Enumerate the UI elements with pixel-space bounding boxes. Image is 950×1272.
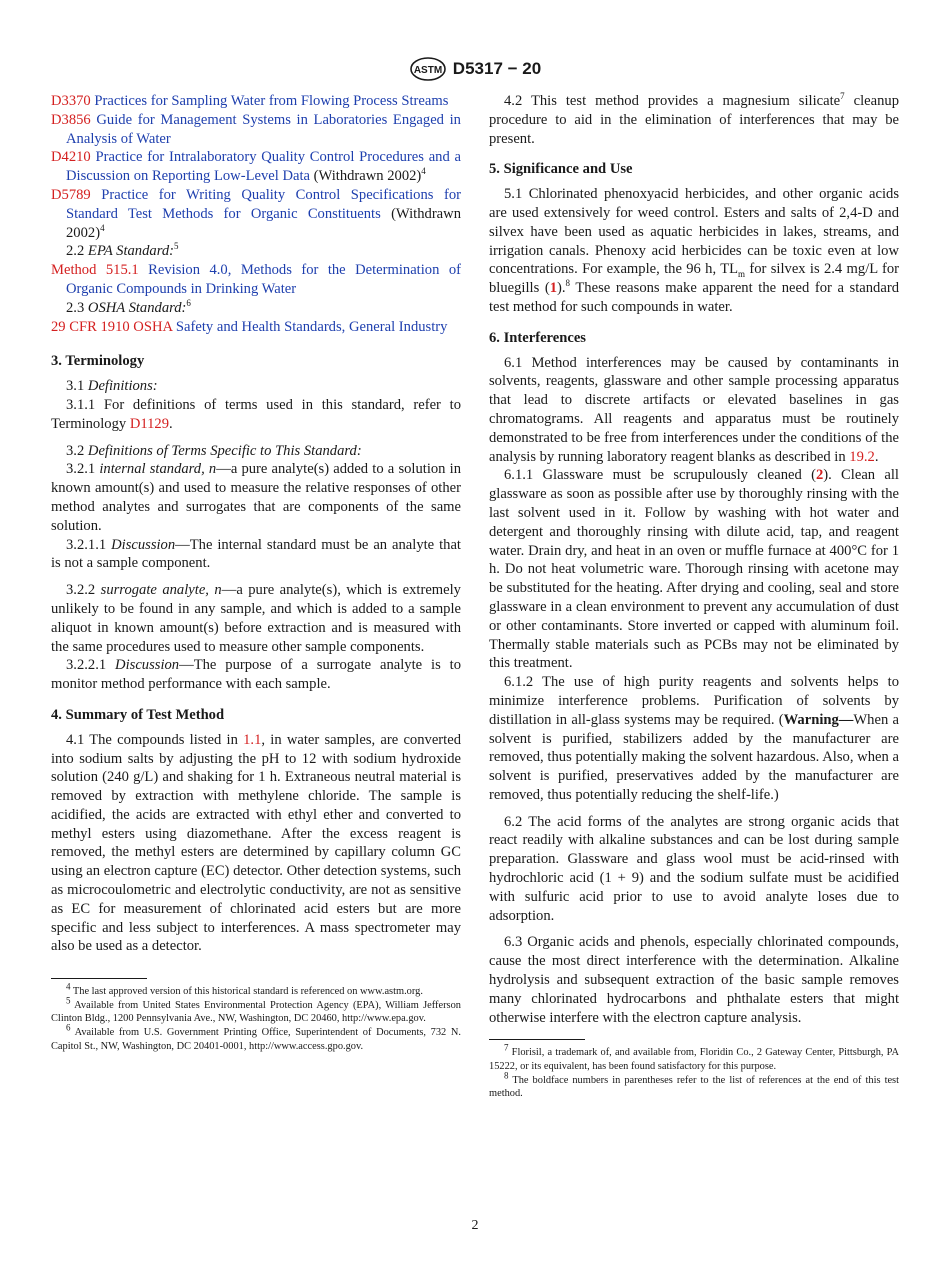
footnote-text: Florisil, a trademark of, and available from, Floridin Co., 2 Gateway Center, Pittsburgh, PA 15222, or its equivalent, has been found satisfactory for this purpose. — [489, 1047, 899, 1073]
clause-6-3: 6.3 Organic acids and phenols, especially chlorinated compounds, cause the most direct interference with the determination. Alkaline hydrolysis and subsequent extraction of the basic sample removes many chlorinated hydrocarbons and phthalate esters that might otherwise interfere with the electron capture analysis. — [489, 934, 899, 1026]
clause-text: When a solvent is purified, stabilizers added by the manufacturer are removed, thus potentially making the solvent hazardous. Also, when a solvent is purified, preservatives added by the manufacturer are removed, thus potentially reducing the shelf-life.) — [489, 711, 899, 803]
footnote-marker: 8 — [565, 278, 571, 289]
clause-text: 4.1 The compounds listed in — [66, 731, 244, 748]
footnote-7 — [489, 1042, 899, 1073]
clause-text: ). Clean all glassware as soon as possible after use by thoroughly rinsing with the last solvent used in it. Follow by washing with hot water and detergent and thoroughly rinsing with dilute acid, tap, and reagent water. Drain dry, and heat in an oven or muffle furnace at 400°C for 1 h. Do not heat volumetric ware. Thorough rinsing with acetone may be substituted for the heating. After drying and cooling, seal and store glassware in a clean environment to prevent any accumulation of dust or other contaminants. Store inverted or capped with aluminum foil. Thermally stable materials such as PCBs may not be eliminated by this treatment. — [489, 467, 899, 672]
reference-epa-method — [51, 261, 461, 299]
footnote-marker: 4 — [421, 166, 426, 177]
clause-text: . — [874, 448, 879, 465]
right-column — [489, 92, 899, 1101]
clause-text: , in water samples, are converted into sodium salts by adjusting the pH to 12 with sodium hydroxide solution (240 g/L) and shaking for 1 h. Extraneous neutral material is removed by extraction with methylene chloride. The sample is acidified, the acids are extracted with ethyl ether and converted to methyl esters using diazomethane. After the excess reagent is removed, the methyl esters are determined by capillary column GC using an electron capture (EC) detector. Other detection systems, such as microcoulometric and electrolytic conductivity, are not as sensitive as EC for measurement of chlorinated acid esters but are more specific and less subject to interferences. A mass spectrometer may also be used as a detector. — [51, 731, 461, 955]
clause-number: 3.2.2.1 — [66, 657, 107, 674]
cross-reference-link[interactable]: 19.2 — [849, 448, 875, 465]
clause-text: —a pure analyte(s) added to a solution in known amount(s) and used to measure the relative responses of other method analytes and surrogates that are components of the same solution. — [51, 461, 461, 534]
reference-title-link[interactable]: Guide for Management Systems in Laboratories Engaged in Analysis of Water — [66, 111, 461, 147]
footnote-8 — [489, 1070, 899, 1101]
footnote-5 — [51, 995, 461, 1026]
clause-text: for silvex is 2.4 mg/L for bluegills ( — [489, 261, 899, 297]
clause-4-2 — [489, 92, 899, 148]
clause-text: —The internal standard must be an analyte that is not a sample component. — [51, 536, 461, 572]
subscript: m — [738, 269, 746, 280]
clause-text: —The purpose of a surrogate analyte is to monitor method performance with each sample. — [51, 657, 461, 693]
clause-label: OSHA Standard: — [87, 299, 187, 316]
clause-text: 6.1.1 Glassware must be scrupulously cleaned ( — [504, 467, 816, 484]
reference-osha — [51, 318, 461, 337]
clause-text: 4.2 This test method provides a magnesium silicate — [504, 93, 841, 109]
cross-reference-link[interactable]: D1129 — [129, 415, 170, 432]
clause-text: ). — [557, 280, 566, 297]
footnote-4 — [51, 981, 461, 999]
clause-text: —a pure analyte(s), which is extremely unlikely to be found in any sample, and which is added to a sample aliquot in known amount(s) before extraction and is measured with the same procedures used to measure other sample components. — [51, 582, 461, 655]
footnote-text: The last approved version of this historical standard is referenced on www.astm.org. — [72, 986, 423, 998]
clause-6-1 — [489, 354, 899, 467]
footnote-text: Available from United States Environmental Protection Agency (EPA), William Jefferson Clinton Bldg., 1200 Pennsylvania Ave., NW, Washington, DC 20460, http://www.epa.gov. — [51, 999, 461, 1025]
footnote-text: Available from U.S. Government Printing Office, Superintendent of Documents, 732 N. Capitol St., NW, Washington, DC 20401-0001, http://www.access.gpo.gov. — [51, 1027, 462, 1052]
footnote-text: The boldface numbers in parentheses refer to the list of references at the end of this test method. — [489, 1074, 899, 1100]
footnote-number: 8 — [504, 1070, 509, 1081]
reference-code-link[interactable]: 29 CFR 1910 OSHA — [51, 318, 173, 335]
reference-title-link[interactable]: Revision 4.0, Methods for the Determination of Organic Compounds in Drinking Water — [66, 262, 461, 297]
left-column — [51, 92, 461, 1053]
clause-number: 3.2.2 — [66, 582, 96, 599]
clause-3-1 — [51, 377, 461, 396]
defined-term: surrogate analyte, n — [100, 582, 222, 599]
clause-text: These reasons make apparent the need for a standard test method for such compounds in water. — [489, 280, 899, 315]
reference-code-link[interactable]: D3856 — [51, 111, 91, 128]
clause-3-2-2 — [51, 581, 461, 656]
page-header — [0, 56, 950, 82]
clause-6-2: 6.2 The acid forms of the analytes are strong organic acids that react readily with alkaline substances and can be lost during sample preparation. Glassware and glass wool must be acid-rinsed with hydrochloric acid (1 + 9) and the sodium sulfate must be acidified with sulfuric acid prior to use to avoid analyte loses due to adsorption. — [489, 813, 899, 924]
clause-text: cleanup procedure to aid in the elimination of interferences that may be present. — [489, 93, 899, 147]
clause-text: 6.1.2 The use of high purity reagents and solvents helps to minimize interference problems. Purification of solvents by distillation in all-glass systems may be required. ( — [489, 674, 899, 728]
clause-5-1 — [489, 185, 899, 317]
clause-text: 6.1 Method interferences may be caused by contaminants in solvents, reagents, glassware and other sample processing apparatus that lead to discrete artifacts or elevated baselines in gas chromatograms. All reagents and apparatus must be routinely demonstrated to be free from interferences under the conditions of the analysis by running laboratory reagent blanks as described in — [489, 354, 899, 465]
footnote-marker: 5 — [174, 241, 179, 252]
reference-title-link[interactable]: Practice for Writing Quality Control Specifications for Standard Test Methods for Organic Constituents — [66, 186, 461, 222]
clause-label: EPA Standard: — [87, 243, 174, 260]
reference-number-link[interactable]: 2 — [815, 467, 824, 484]
clause-3-2-1 — [51, 460, 461, 535]
clause-3-1-1 — [51, 396, 461, 434]
reference-d5789 — [51, 186, 461, 242]
standard-designation: D5317 − 20 — [452, 59, 542, 78]
reference-code-link[interactable]: Method 515.1 — [51, 262, 139, 279]
page-number: 2 — [471, 1218, 479, 1233]
footnote-marker: 4 — [100, 222, 105, 233]
clause-3-2-2-1 — [51, 656, 461, 694]
clause-3-2-1-1 — [51, 536, 461, 574]
defined-term: internal standard, n — [99, 461, 217, 478]
footnote-divider — [489, 1039, 585, 1040]
clause-6-1-2 — [489, 673, 899, 805]
section-6-title: 6. Interferences — [489, 329, 586, 346]
clause-3-2 — [51, 442, 461, 461]
reference-code-link[interactable]: D4210 — [51, 149, 91, 166]
clause-text: . — [169, 415, 173, 432]
reference-code-link[interactable]: D3370 — [51, 93, 91, 109]
clause-label: Discussion — [115, 657, 180, 674]
footnote-number: 5 — [66, 995, 71, 1006]
clause-label: Definitions: — [87, 378, 158, 395]
clause-number: 3.2 — [66, 442, 85, 459]
clause-number: 3.1 — [66, 378, 85, 395]
withdrawn-note: (Withdrawn 2002) — [313, 168, 422, 185]
footnote-number: 7 — [504, 1042, 509, 1053]
osha-standard-heading — [51, 299, 461, 318]
section-3-title: 3. Terminology — [51, 353, 145, 370]
reference-title-link[interactable]: Practices for Sampling Water from Flowing Process Streams — [94, 93, 449, 109]
reference-title-link[interactable]: Practice for Intralaboratory Quality Control Procedures and a Discussion on Reporting Low-Level Data — [66, 149, 461, 185]
withdrawn-note: (Withdrawn 2002) — [66, 205, 461, 241]
warning-label: Warning— — [783, 711, 854, 728]
footnote-divider — [51, 978, 147, 979]
clause-label: Definitions of Terms Specific to This Standard: — [87, 442, 362, 459]
cross-reference-link[interactable]: 1.1 — [243, 731, 262, 748]
reference-d4210 — [51, 148, 461, 186]
footnote-marker: 7 — [840, 91, 845, 102]
section-4-title: 4. Summary of Test Method — [51, 706, 225, 723]
epa-standard-heading — [51, 242, 461, 261]
footnote-marker: 6 — [186, 297, 191, 308]
reference-code-link[interactable]: D5789 — [51, 186, 91, 203]
reference-d3370 — [51, 92, 461, 111]
clause-6-1-1 — [489, 466, 899, 673]
clause-text: 5.1 Chlorinated phenoxyacid herbicides, and other organic acids are used extensively for weed control. Esters and salts of 2,4-D and silvex have been used as aquatic herbicides in lakes, streams, and irrigation canals. Phenoxy acid herbicides can be toxic even at low concentrations. For example, the 96 h, TL — [489, 186, 899, 278]
clause-label: Discussion — [111, 536, 176, 553]
section-5-title: 5. Significance and Use — [489, 161, 633, 178]
footnote-6 — [51, 1022, 462, 1053]
reference-title-link[interactable]: Safety and Health Standards, General Industry — [175, 318, 448, 335]
reference-d3856 — [51, 111, 461, 149]
clause-number: 2.2 — [66, 243, 85, 260]
clause-text: 3.1.1 For definitions of terms used in this standard, refer to Terminology — [51, 396, 461, 432]
clause-number: 3.2.1 — [66, 461, 96, 478]
reference-number-link[interactable]: 1 — [549, 280, 558, 297]
footnote-number: 4 — [66, 981, 71, 992]
svg-text:ASTM: ASTM — [413, 65, 442, 76]
footnote-number: 6 — [66, 1022, 71, 1033]
clause-number: 3.2.1.1 — [66, 536, 107, 553]
astm-logo-icon — [409, 57, 447, 81]
clause-4-1 — [51, 731, 461, 957]
clause-number: 2.3 — [66, 299, 85, 316]
